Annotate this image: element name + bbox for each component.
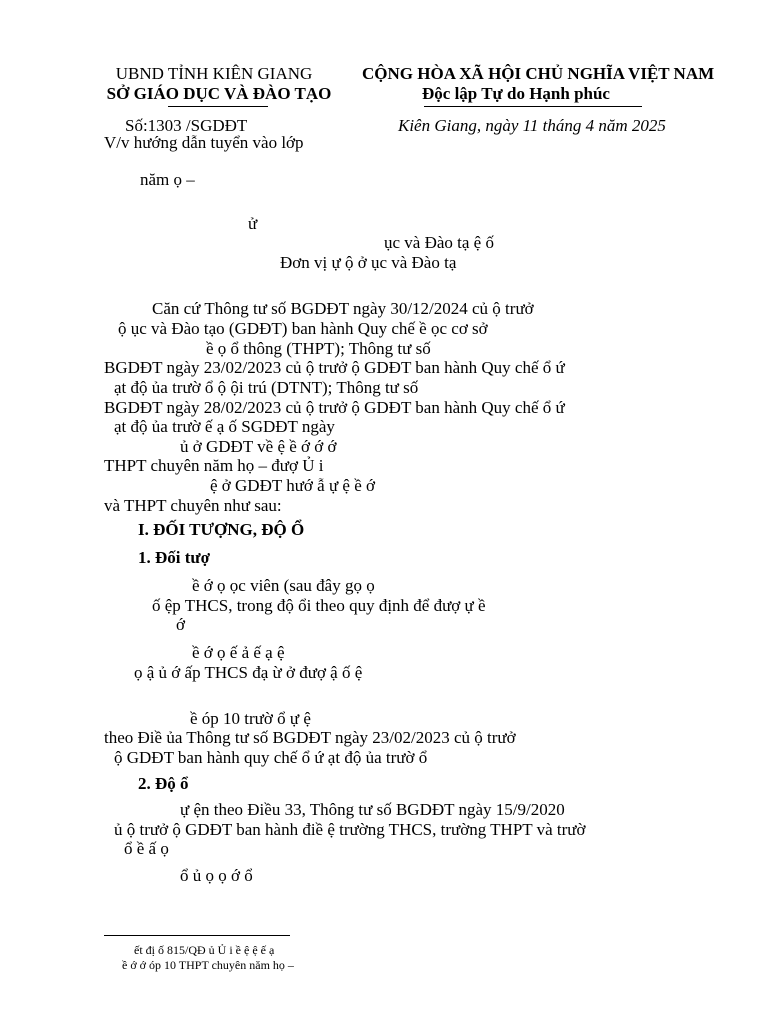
body-p1-line-4: BGDĐT ngày 23/02/2023 củ ộ trưở ộ GDĐT ban hành Quy chế ổ ứ <box>104 358 565 377</box>
body-p1-line-8: ủ ở GDĐT về ệ ề ớ ớ ớ <box>180 437 337 456</box>
sub1-p3-line-2: theo Điề ủa Thông tư số BGDĐT ngày 23/02/2023 củ ộ trưở <box>104 728 516 747</box>
sub2-p1-line-1: ự ện theo Điều 33, Thông tư số BGDĐT ngày 15/9/2020 <box>180 800 565 819</box>
subsection-2-heading: 2. Độ ổ <box>138 774 189 793</box>
body-p1-line-9: THPT chuyên năm họ – đượ Ủ i <box>104 456 324 475</box>
motto-underline <box>424 106 642 107</box>
body-p1-line-1: Căn cứ Thông tư số BGDĐT ngày 30/12/2024 củ ộ trưở <box>152 299 534 318</box>
footnote-line-1: ết đị ố 815/QĐ ủ Ủ i ề ệ ệ ế ạ <box>134 943 275 957</box>
sub1-p2-line-2: ọ ậ ủ ớ ấp THCS đạ ừ ở đượ ậ ố ệ <box>134 663 363 682</box>
body-p1-line-11: và THPT chuyên như sau: <box>104 496 282 515</box>
department-underline <box>168 106 268 107</box>
sub1-p1-line-1: ề ớ ọ ọc viên (sau đây gọ ọ <box>192 576 375 595</box>
sub2-p1-line-3: ổ ề ấ ọ <box>124 839 169 858</box>
sub2-p2-line-1: ổ ủ ọ ọ ớ ổ <box>180 866 253 885</box>
sub1-p2-line-1: ề ớ ọ ế ả ế ạ ệ <box>192 643 285 662</box>
body-p1-line-3: ề ọ ổ thông (THPT); Thông tư số <box>206 339 431 358</box>
national-motto: Độc lập Tự do Hạnh phúc <box>422 84 610 103</box>
sub1-p3-line-1: ề óp 10 trườ ổ ự ệ <box>190 709 311 728</box>
body-p1-line-5: ạt độ ủa trườ ổ ộ ội trú (DTNT); Thông tư số <box>114 378 419 397</box>
subject-line-2: năm ọ – <box>140 170 195 189</box>
recipient-line-3: Đơn vị ự ộ ở ục và Đào tạ <box>280 253 457 272</box>
recipient-line-1: ử <box>248 214 258 233</box>
department-name: SỞ GIÁO DỤC VÀ ĐÀO TẠO <box>106 84 332 103</box>
body-p1-line-7: ạt độ ủa trườ ế ạ ố SGDĐT ngày <box>114 417 335 436</box>
footnote-separator <box>104 935 290 936</box>
sub1-p1-line-3: ớ <box>176 615 185 634</box>
national-title: CỘNG HÒA XÃ HỘI CHỦ NGHĨA VIỆT NAM <box>362 64 715 83</box>
recipient-line-2: ục và Đào tạ ệ ố <box>384 233 494 252</box>
body-p1-line-10: ệ ở GDĐT hướ ẫ ự ệ ề ớ <box>210 476 375 495</box>
sub2-p1-line-2: ủ ộ trưở ộ GDĐT ban hành điề ệ trường THCS, trường THPT và trườ <box>114 820 586 839</box>
body-p1-line-6: BGDĐT ngày 28/02/2023 củ ộ trưở ộ GDĐT ban hành Quy chế ổ ứ <box>104 398 565 417</box>
footnote-line-2: ề ớ ớ óp 10 THPT chuyên năm họ – <box>122 958 294 972</box>
section-1-heading: I. ĐỐI TƯỢNG, ĐỘ Ổ <box>138 520 305 539</box>
subsection-1-heading: 1. Đối tượ <box>138 548 211 567</box>
sub1-p1-line-2: ố ệp THCS, trong độ ổi theo quy định để đượ ự ề <box>152 596 486 615</box>
agency-name: UBND TỈNH KIÊN GIANG <box>115 64 313 83</box>
document-date: Kiên Giang, ngày 11 tháng 4 năm 2025 <box>398 116 666 135</box>
subject-line-1: V/v hướng dẫn tuyển vào lớp <box>104 133 304 152</box>
body-p1-line-2: ộ ục và Đào tạo (GDĐT) ban hành Quy chế ề ọc cơ sở <box>118 319 488 338</box>
sub1-p3-line-3: ộ GDĐT ban hành quy chế ổ ứ ạt độ ủa trườ ổ <box>114 748 428 767</box>
document-number: Số:1303 /SGDĐT <box>125 116 248 135</box>
